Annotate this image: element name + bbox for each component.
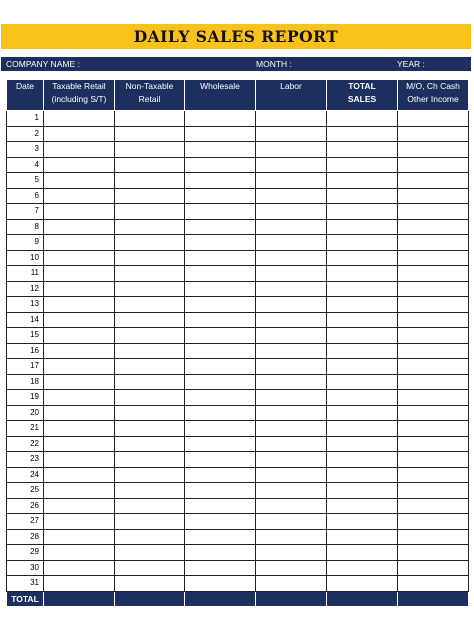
entry-cell[interactable] <box>185 142 256 158</box>
entry-cell[interactable] <box>256 498 327 514</box>
entry-cell[interactable] <box>398 359 469 375</box>
month-label: MONTH : <box>256 59 292 69</box>
total-cell[interactable] <box>398 591 469 607</box>
entry-cell[interactable] <box>115 312 185 328</box>
entry-cell[interactable] <box>398 545 469 561</box>
date-cell: 12 <box>7 281 44 297</box>
entry-cell[interactable] <box>256 343 327 359</box>
entry-cell[interactable] <box>398 374 469 390</box>
column-header <box>256 80 327 111</box>
entry-cell[interactable] <box>398 281 469 297</box>
entry-cell[interactable] <box>327 266 398 282</box>
entry-cell[interactable] <box>185 312 256 328</box>
date-cell: 25 <box>7 483 44 499</box>
date-cell: 3 <box>7 142 44 158</box>
entry-cell[interactable] <box>44 250 115 266</box>
entry-cell[interactable] <box>185 576 256 592</box>
entry-cell[interactable] <box>398 297 469 313</box>
entry-cell[interactable] <box>44 359 115 375</box>
table-row <box>7 219 469 235</box>
entry-cell[interactable] <box>327 498 398 514</box>
entry-cell[interactable] <box>185 529 256 545</box>
entry-cell[interactable] <box>44 312 115 328</box>
entry-cell[interactable] <box>185 297 256 313</box>
date-cell: 9 <box>7 235 44 251</box>
title-banner <box>1 24 471 49</box>
entry-cell[interactable] <box>398 421 469 437</box>
entry-cell[interactable] <box>115 576 185 592</box>
table-row <box>7 312 469 328</box>
table-row <box>7 281 469 297</box>
entry-cell[interactable] <box>44 157 115 173</box>
entry-cell[interactable] <box>327 297 398 313</box>
table-row <box>7 498 469 514</box>
table-row <box>7 173 469 189</box>
entry-cell[interactable] <box>327 483 398 499</box>
entry-cell[interactable] <box>327 529 398 545</box>
entry-cell[interactable] <box>398 142 469 158</box>
table-row <box>7 421 469 437</box>
date-cell: 14 <box>7 312 44 328</box>
entry-cell[interactable] <box>115 498 185 514</box>
date-cell: 10 <box>7 250 44 266</box>
entry-cell[interactable] <box>115 374 185 390</box>
entry-cell[interactable] <box>44 343 115 359</box>
entry-cell[interactable] <box>327 328 398 344</box>
date-cell: 2 <box>7 126 44 142</box>
table-row <box>7 452 469 468</box>
entry-cell[interactable] <box>256 297 327 313</box>
date-cell: 24 <box>7 467 44 483</box>
entry-cell[interactable] <box>44 188 115 204</box>
entry-cell[interactable] <box>327 359 398 375</box>
entry-cell[interactable] <box>256 312 327 328</box>
entry-cell[interactable] <box>327 142 398 158</box>
table-row <box>7 297 469 313</box>
table-row <box>7 235 469 251</box>
entry-cell[interactable] <box>185 173 256 189</box>
date-cell: 21 <box>7 421 44 437</box>
entry-cell[interactable] <box>256 436 327 452</box>
entry-cell[interactable] <box>185 126 256 142</box>
entry-cell[interactable] <box>115 235 185 251</box>
entry-cell[interactable] <box>185 157 256 173</box>
entry-cell[interactable] <box>398 111 469 127</box>
date-cell: 7 <box>7 204 44 220</box>
entry-cell[interactable] <box>185 204 256 220</box>
column-header <box>398 80 469 111</box>
entry-cell[interactable] <box>115 328 185 344</box>
table-row <box>7 142 469 158</box>
entry-cell[interactable] <box>44 281 115 297</box>
table-row <box>7 576 469 592</box>
entry-cell[interactable] <box>185 266 256 282</box>
entry-cell[interactable] <box>398 343 469 359</box>
entry-cell[interactable] <box>398 436 469 452</box>
entry-cell[interactable] <box>398 126 469 142</box>
entry-cell[interactable] <box>327 235 398 251</box>
entry-cell[interactable] <box>44 483 115 499</box>
table-row <box>7 405 469 421</box>
entry-cell[interactable] <box>398 390 469 406</box>
entry-cell[interactable] <box>398 204 469 220</box>
column-header-line2: (including S/T) <box>51 94 107 104</box>
table-row <box>7 266 469 282</box>
column-header-line2: Other Income <box>407 94 459 104</box>
entry-cell[interactable] <box>398 560 469 576</box>
entry-cell[interactable] <box>44 405 115 421</box>
entry-cell[interactable] <box>398 483 469 499</box>
column-header-line1: Wholesale <box>200 81 240 91</box>
entry-cell[interactable] <box>185 467 256 483</box>
entry-cell[interactable] <box>327 281 398 297</box>
entry-cell[interactable] <box>398 498 469 514</box>
entry-cell[interactable] <box>256 328 327 344</box>
date-cell: 17 <box>7 359 44 375</box>
column-header-line2: Retail <box>138 94 161 104</box>
column-header <box>7 80 44 111</box>
entry-cell[interactable] <box>44 204 115 220</box>
entry-cell[interactable] <box>115 529 185 545</box>
column-header-line1: Date <box>16 81 34 91</box>
entry-cell[interactable] <box>327 390 398 406</box>
entry-cell[interactable] <box>185 188 256 204</box>
entry-cell[interactable] <box>185 483 256 499</box>
entry-cell[interactable] <box>327 157 398 173</box>
entry-cell[interactable] <box>115 560 185 576</box>
date-cell: 27 <box>7 514 44 530</box>
entry-cell[interactable] <box>115 111 185 127</box>
entry-cell[interactable] <box>398 157 469 173</box>
entry-cell[interactable] <box>44 514 115 530</box>
table-row <box>7 343 469 359</box>
table-row <box>7 483 469 499</box>
entry-cell[interactable] <box>44 452 115 468</box>
entry-cell[interactable] <box>327 514 398 530</box>
date-cell: 5 <box>7 173 44 189</box>
entry-cell[interactable] <box>115 343 185 359</box>
entry-cell[interactable] <box>115 266 185 282</box>
column-header-line1: Non-Taxable <box>125 81 174 91</box>
entry-cell[interactable] <box>256 529 327 545</box>
entry-cell[interactable] <box>44 173 115 189</box>
entry-cell[interactable] <box>185 498 256 514</box>
table-row <box>7 529 469 545</box>
total-cell[interactable] <box>115 591 185 607</box>
entry-cell[interactable] <box>327 421 398 437</box>
entry-cell[interactable] <box>185 560 256 576</box>
date-cell: 11 <box>7 266 44 282</box>
total-cell[interactable] <box>44 591 115 607</box>
entry-cell[interactable] <box>185 421 256 437</box>
table-row <box>7 390 469 406</box>
entry-cell[interactable] <box>44 374 115 390</box>
entry-cell[interactable] <box>44 467 115 483</box>
entry-cell[interactable] <box>256 281 327 297</box>
table-row <box>7 204 469 220</box>
entry-cell[interactable] <box>115 452 185 468</box>
entry-cell[interactable] <box>44 142 115 158</box>
entry-cell[interactable] <box>327 374 398 390</box>
entry-cell[interactable] <box>115 126 185 142</box>
entry-cell[interactable] <box>256 126 327 142</box>
entry-cell[interactable] <box>185 343 256 359</box>
entry-cell[interactable] <box>327 343 398 359</box>
entry-cell[interactable] <box>44 266 115 282</box>
date-cell: 23 <box>7 452 44 468</box>
entry-cell[interactable] <box>256 421 327 437</box>
entry-cell[interactable] <box>115 142 185 158</box>
entry-cell[interactable] <box>327 452 398 468</box>
entry-cell[interactable] <box>398 405 469 421</box>
entry-cell[interactable] <box>327 219 398 235</box>
entry-cell[interactable] <box>327 560 398 576</box>
entry-cell[interactable] <box>115 219 185 235</box>
entry-cell[interactable] <box>44 219 115 235</box>
date-cell: 26 <box>7 498 44 514</box>
entry-cell[interactable] <box>44 390 115 406</box>
entry-cell[interactable] <box>115 405 185 421</box>
table-row <box>7 157 469 173</box>
table-row <box>7 126 469 142</box>
entry-cell[interactable] <box>256 219 327 235</box>
entry-cell[interactable] <box>256 545 327 561</box>
column-header <box>115 80 185 111</box>
entry-cell[interactable] <box>398 235 469 251</box>
entry-cell[interactable] <box>256 157 327 173</box>
entry-cell[interactable] <box>44 235 115 251</box>
entry-cell[interactable] <box>256 374 327 390</box>
entry-cell[interactable] <box>256 576 327 592</box>
entry-cell[interactable] <box>185 250 256 266</box>
entry-cell[interactable] <box>256 250 327 266</box>
date-cell: 19 <box>7 390 44 406</box>
total-label: TOTAL <box>7 591 44 607</box>
entry-cell[interactable] <box>327 545 398 561</box>
entry-cell[interactable] <box>398 173 469 189</box>
entry-cell[interactable] <box>115 297 185 313</box>
entry-cell[interactable] <box>115 204 185 220</box>
date-cell: 18 <box>7 374 44 390</box>
entry-cell[interactable] <box>185 374 256 390</box>
entry-cell[interactable] <box>327 126 398 142</box>
entry-cell[interactable] <box>398 576 469 592</box>
entry-cell[interactable] <box>115 421 185 437</box>
entry-cell[interactable] <box>185 514 256 530</box>
column-header <box>44 80 115 111</box>
entry-cell[interactable] <box>327 312 398 328</box>
date-cell: 1 <box>7 111 44 127</box>
entry-cell[interactable] <box>185 390 256 406</box>
entry-cell[interactable] <box>398 452 469 468</box>
entry-cell[interactable] <box>327 436 398 452</box>
column-header <box>327 80 398 111</box>
entry-cell[interactable] <box>256 483 327 499</box>
entry-cell[interactable] <box>115 188 185 204</box>
report-title: DAILY SALES REPORT <box>133 27 339 46</box>
table-row <box>7 359 469 375</box>
entry-cell[interactable] <box>398 266 469 282</box>
entry-cell[interactable] <box>185 436 256 452</box>
entry-cell[interactable] <box>185 281 256 297</box>
entry-cell[interactable] <box>185 545 256 561</box>
entry-cell[interactable] <box>256 188 327 204</box>
entry-cell[interactable] <box>185 235 256 251</box>
entry-cell[interactable] <box>256 142 327 158</box>
entry-cell[interactable] <box>115 390 185 406</box>
entry-cell[interactable] <box>44 126 115 142</box>
entry-cell[interactable] <box>327 405 398 421</box>
total-cell[interactable] <box>256 591 327 607</box>
entry-cell[interactable] <box>44 111 115 127</box>
table-row <box>7 111 469 127</box>
entry-cell[interactable] <box>115 483 185 499</box>
entry-cell[interactable] <box>115 173 185 189</box>
entry-cell[interactable] <box>327 250 398 266</box>
table-row <box>7 436 469 452</box>
entry-cell[interactable] <box>256 405 327 421</box>
entry-cell[interactable] <box>185 452 256 468</box>
table-row <box>7 374 469 390</box>
entry-cell[interactable] <box>256 467 327 483</box>
entry-cell[interactable] <box>185 111 256 127</box>
entry-cell[interactable] <box>256 235 327 251</box>
table-row <box>7 188 469 204</box>
column-header <box>185 80 256 111</box>
entry-cell[interactable] <box>398 188 469 204</box>
company-name-label: COMPANY NAME : <box>6 59 80 69</box>
date-cell: 13 <box>7 297 44 313</box>
entry-cell[interactable] <box>44 545 115 561</box>
date-cell: 20 <box>7 405 44 421</box>
entry-cell[interactable] <box>327 173 398 189</box>
column-header-line1: Labor <box>280 81 302 91</box>
entry-cell[interactable] <box>398 328 469 344</box>
date-cell: 6 <box>7 188 44 204</box>
entry-cell[interactable] <box>398 312 469 328</box>
entry-cell[interactable] <box>115 467 185 483</box>
entry-cell[interactable] <box>256 359 327 375</box>
info-bar <box>1 57 471 71</box>
year-label: YEAR : <box>397 59 425 69</box>
column-header-line1: TOTAL <box>348 81 376 91</box>
entry-cell[interactable] <box>327 111 398 127</box>
total-cell[interactable] <box>327 591 398 607</box>
column-header-line1: Taxable Retail <box>52 81 106 91</box>
table-row <box>7 560 469 576</box>
date-cell: 29 <box>7 545 44 561</box>
entry-cell[interactable] <box>327 188 398 204</box>
entry-cell[interactable] <box>256 111 327 127</box>
column-header-line2: SALES <box>347 94 377 104</box>
date-cell: 28 <box>7 529 44 545</box>
entry-cell[interactable] <box>327 204 398 220</box>
total-cell[interactable] <box>185 591 256 607</box>
table-row <box>7 467 469 483</box>
date-cell: 30 <box>7 560 44 576</box>
entry-cell[interactable] <box>44 498 115 514</box>
entry-cell[interactable] <box>256 452 327 468</box>
entry-cell[interactable] <box>44 328 115 344</box>
entry-cell[interactable] <box>398 219 469 235</box>
entry-cell[interactable] <box>398 529 469 545</box>
table-row <box>7 545 469 561</box>
entry-cell[interactable] <box>256 204 327 220</box>
entry-cell[interactable] <box>44 560 115 576</box>
entry-cell[interactable] <box>115 281 185 297</box>
entry-cell[interactable] <box>256 390 327 406</box>
date-cell: 16 <box>7 343 44 359</box>
entry-cell[interactable] <box>44 529 115 545</box>
entry-cell[interactable] <box>115 250 185 266</box>
entry-cell[interactable] <box>185 405 256 421</box>
header-row <box>7 80 469 111</box>
entry-cell[interactable] <box>256 173 327 189</box>
entry-cell[interactable] <box>398 467 469 483</box>
date-cell: 22 <box>7 436 44 452</box>
date-cell: 31 <box>7 576 44 592</box>
entry-cell[interactable] <box>327 576 398 592</box>
entry-cell[interactable] <box>115 545 185 561</box>
entry-cell[interactable] <box>398 250 469 266</box>
entry-cell[interactable] <box>44 576 115 592</box>
entry-cell[interactable] <box>44 436 115 452</box>
column-header-line1: M/O, Ch Cash <box>406 81 460 91</box>
table-row <box>7 250 469 266</box>
entry-cell[interactable] <box>115 436 185 452</box>
table-row <box>7 514 469 530</box>
entry-cell[interactable] <box>44 421 115 437</box>
total-row <box>7 591 469 607</box>
entry-cell[interactable] <box>256 266 327 282</box>
date-cell: 8 <box>7 219 44 235</box>
table-row <box>7 328 469 344</box>
entry-cell[interactable] <box>115 514 185 530</box>
sales-table <box>6 79 469 607</box>
date-cell: 15 <box>7 328 44 344</box>
entry-cell[interactable] <box>398 514 469 530</box>
entry-cell[interactable] <box>256 514 327 530</box>
entry-cell[interactable] <box>115 157 185 173</box>
entry-cell[interactable] <box>256 560 327 576</box>
entry-cell[interactable] <box>327 467 398 483</box>
entry-cell[interactable] <box>185 328 256 344</box>
entry-cell[interactable] <box>115 359 185 375</box>
entry-cell[interactable] <box>44 297 115 313</box>
entry-cell[interactable] <box>185 219 256 235</box>
entry-cell[interactable] <box>185 359 256 375</box>
date-cell: 4 <box>7 157 44 173</box>
